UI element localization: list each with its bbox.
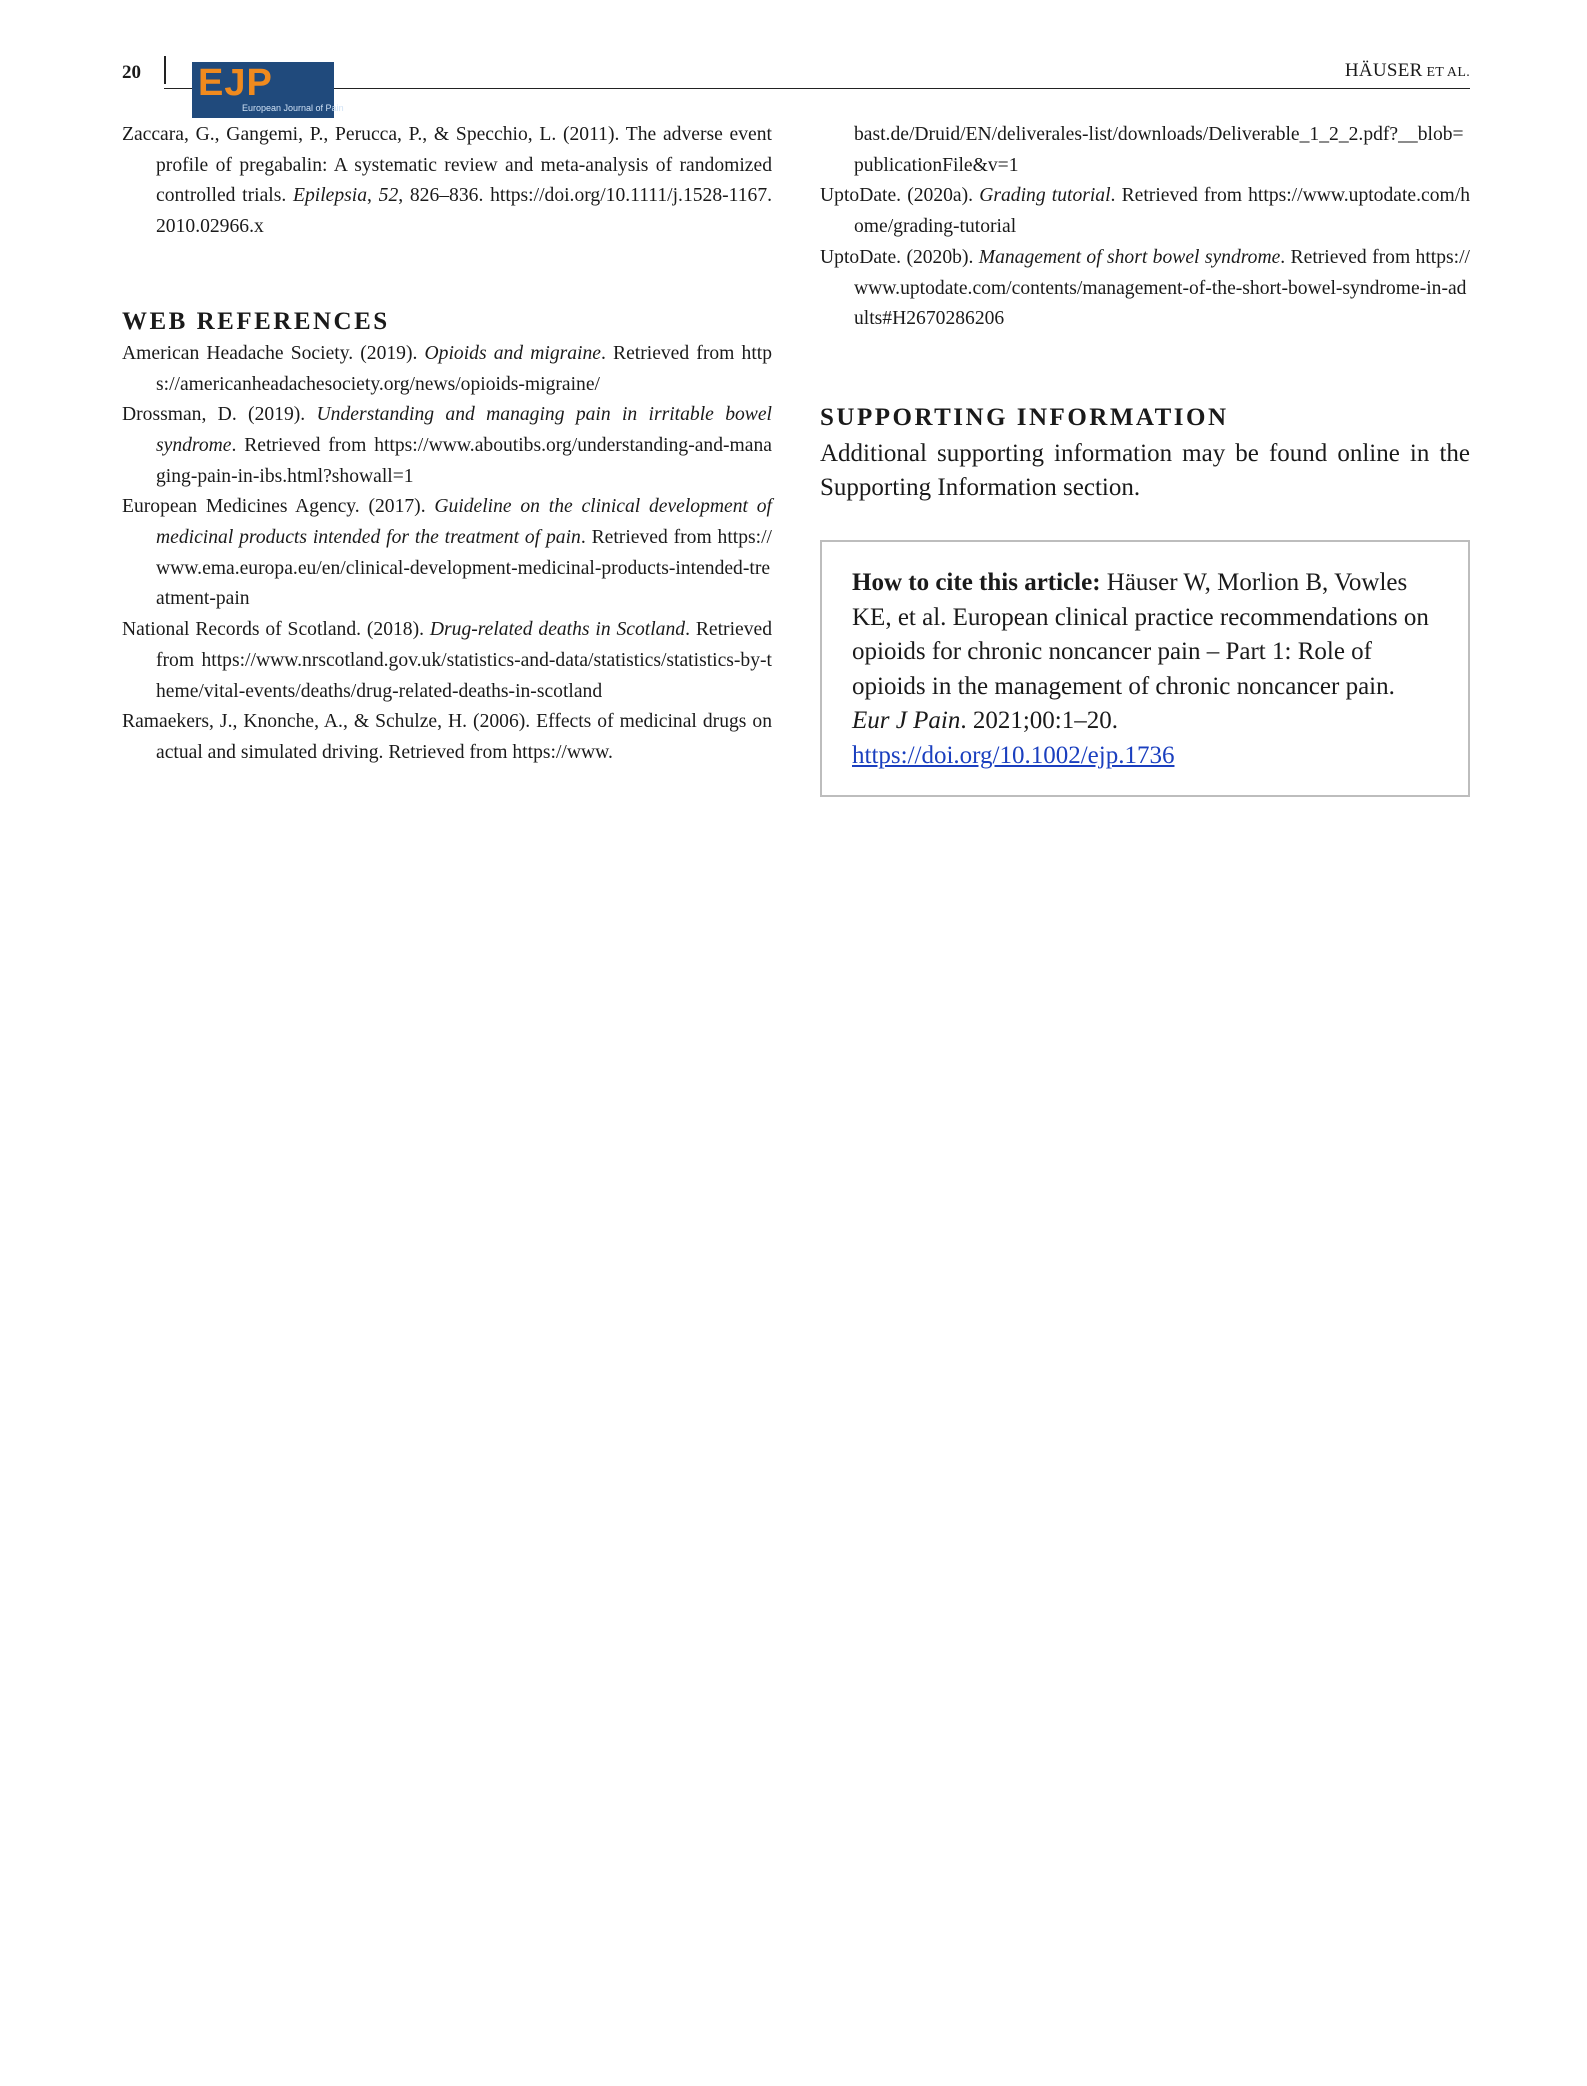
left-column <box>122 120 772 769</box>
ref-url: . Retrieved from https://www.uptodate.com/home/grading-tutorial <box>854 185 1470 238</box>
reference-ramaekers <box>122 707 772 768</box>
citation-box <box>820 540 1470 797</box>
web-references-heading: WEB REFERENCES <box>122 307 390 335</box>
ref-title: Management of short bowel syndrome <box>978 246 1281 268</box>
reference-uptodate-b <box>820 243 1470 335</box>
running-head-etal: ET AL. <box>1422 65 1470 80</box>
header-rule <box>164 88 1470 89</box>
reference-zaccara <box>122 120 772 243</box>
running-head-author: HÄUSER <box>1344 60 1423 81</box>
running-head <box>1345 60 1470 82</box>
page-header <box>122 52 1470 120</box>
ref-url: . Retrieved from https://americanheadachesociety.org/news/opioids-migraine/ <box>156 342 772 395</box>
ref-url: . Retrieved from https://www.nrscotland.gov.uk/statistics-and-data/statistics/statistics-by-theme/vital-events/deaths/drug-related-deaths-in-scotland <box>156 619 772 702</box>
ref-sep: , <box>367 185 379 207</box>
ref-text: Ramaekers, J., Knonche, A., & Schulze, H. (2006). Effects of medicinal drugs on actual and simulated driving. Retrieved from https://www. <box>122 711 772 763</box>
reference-aha <box>122 339 772 400</box>
ref-title: Grading tutorial <box>979 185 1111 207</box>
reference-nrs <box>122 615 772 707</box>
ref-text: National Records of Scotland. (2018). <box>122 619 430 641</box>
citation-doi-link[interactable]: https://doi.org/10.1002/ejp.1736 <box>852 741 1175 769</box>
ref-title: Guideline on the clinical development of medicinal products intended for the treatment of pain <box>156 496 772 549</box>
ref-url: bast.de/Druid/EN/deliverales-list/downloads/Deliverable_1_2_2.pdf?__blob=publicationFile&v=1 <box>854 124 1464 176</box>
ref-journal: Epilepsia <box>292 185 367 207</box>
logo-text: EJP <box>198 62 273 104</box>
citation-body: Häuser W, Morlion B, Vowles KE, et al. European clinical practice recommendations on opioids for chronic noncancer pain – Part 1: Role of opioids in the management of chronic noncancer pain. <box>852 569 1429 700</box>
ref-text: UptoDate. (2020b). <box>820 246 979 268</box>
ref-text: American Headache Society. (2019). <box>122 342 425 364</box>
ref-url: . Retrieved from https://www.aboutibs.org/understanding-and-managing-pain-in-ibs.html?showall=1 <box>156 434 772 487</box>
header-separator <box>164 56 166 84</box>
reference-uptodate-a <box>820 181 1470 242</box>
ref-url: . Retrieved from https://www.ema.europa.eu/en/clinical-development-medicinal-products-intended-treatment-pain <box>156 527 772 610</box>
ref-text: Drossman, D. (2019). <box>122 404 317 426</box>
reference-ema <box>122 492 772 615</box>
ref-volume: 52 <box>378 185 399 207</box>
page-number: 20 <box>122 62 141 83</box>
ref-text: Zaccara, G., Gangemi, P., Perucca, P., & Specchio, L. (2011). The adverse event profile of pregabalin: A systematic review and meta-analysis of randomized controlled trials. <box>122 124 772 207</box>
ref-url: . Retrieved from https://www.uptodate.com/contents/management-of-the-short-bowel-syndrome-in-adults#H2670286206 <box>854 246 1470 330</box>
ref-title: Opioids and migraine <box>424 342 601 364</box>
ref-doi: https://doi.org/10.1111/j.1528-1167.2010.02966.x <box>156 185 773 238</box>
supporting-information-heading: SUPPORTING INFORMATION <box>820 403 1229 431</box>
ref-pages: , 826–836. <box>398 185 491 207</box>
reference-drossman <box>122 400 772 492</box>
citation-label: How to cite this article: <box>852 569 1101 596</box>
ref-title: Drug-related deaths in Scotland <box>429 619 686 641</box>
journal-logo <box>192 62 344 118</box>
citation-year-pages: . 2021;00:1–20. <box>960 707 1118 734</box>
right-column <box>820 120 1470 505</box>
logo-subtitle: European Journal of Pain <box>242 103 344 113</box>
citation-journal: Eur J Pain <box>852 707 961 734</box>
ref-text: UptoDate. (2020a). <box>820 185 980 207</box>
ref-text: European Medicines Agency. (2017). <box>122 496 435 518</box>
supporting-information-text: Additional supporting information may be found online in the Supporting Information section. <box>820 439 1470 501</box>
reference-ramaekers-continued <box>820 120 1470 181</box>
ref-title: Understanding and managing pain in irritable bowel syndrome <box>156 404 772 456</box>
citation-text <box>852 566 1438 773</box>
